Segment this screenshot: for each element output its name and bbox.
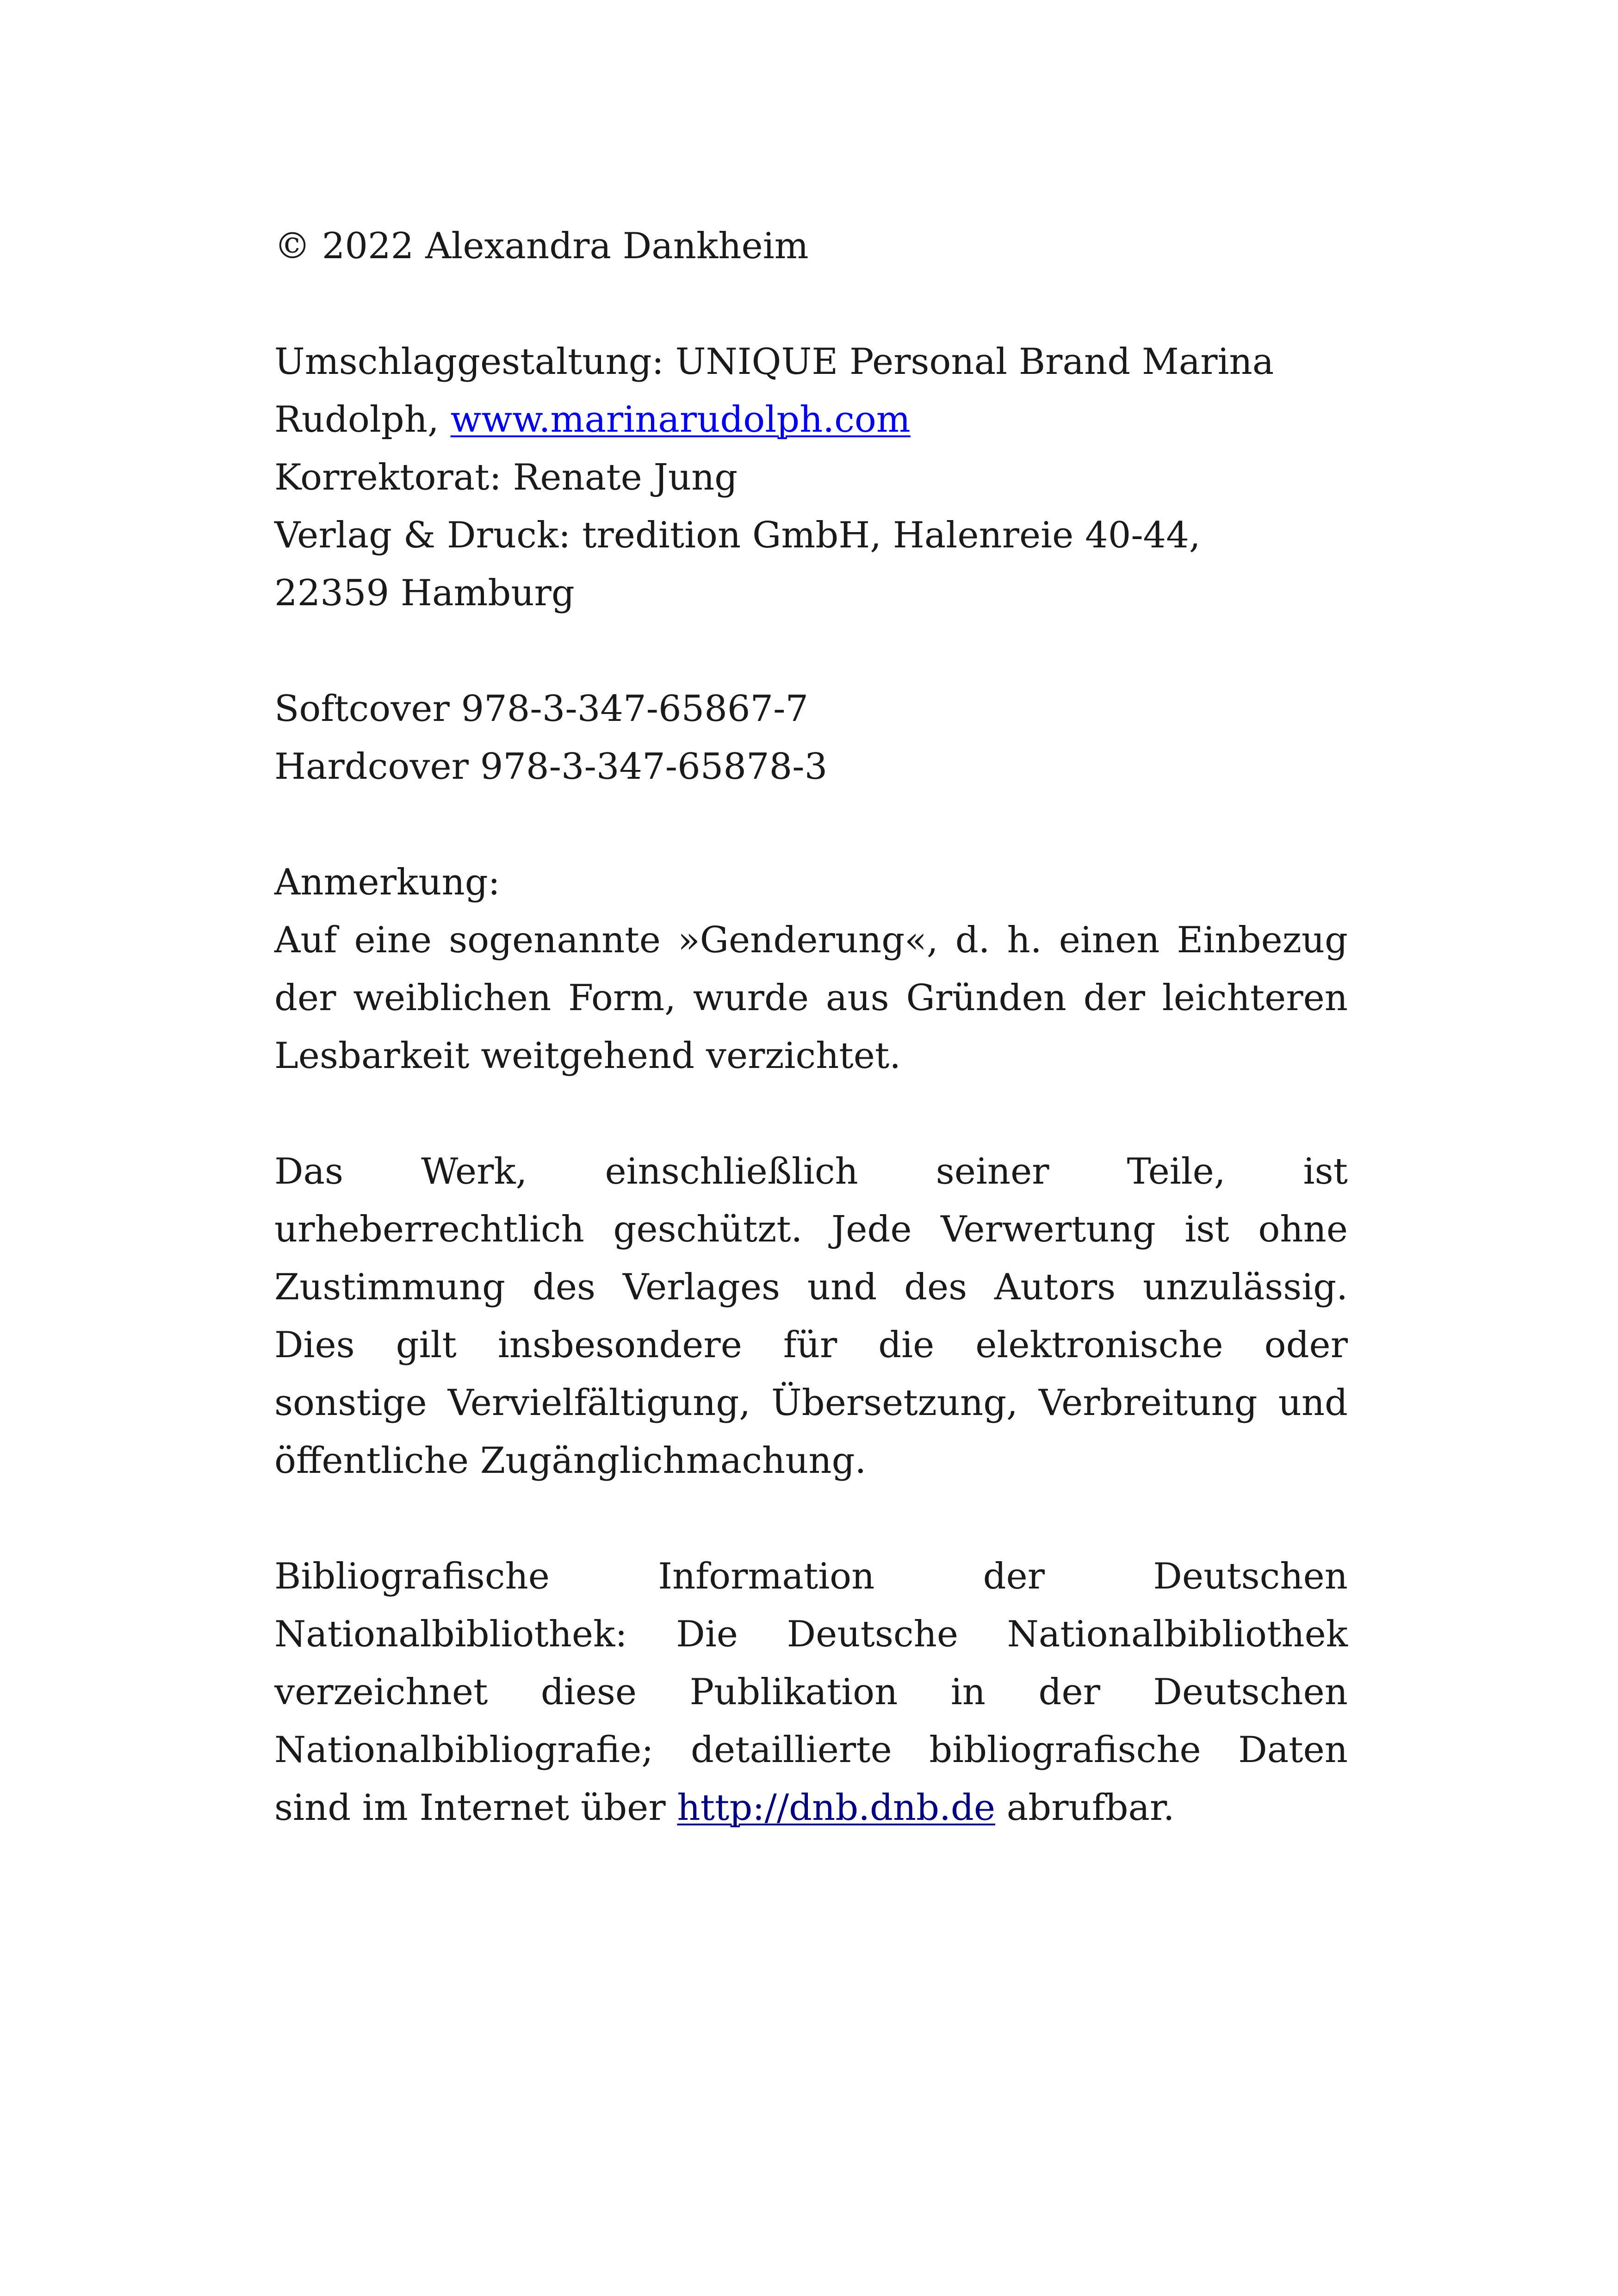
copyright-paragraph	[274, 217, 1348, 275]
bibliography-line: Nationalbibliografie; detaillierte bibliografische Daten	[274, 1729, 1348, 1771]
rights-line: sonstige Vervielfältigung, Übersetzung, Verbreitung und	[274, 1382, 1348, 1424]
note-line: Auf eine sogenannte »Genderung«, d. h. einen Einbezug	[274, 919, 1348, 961]
note-heading: Anmerkung:	[274, 862, 500, 903]
bibliography-line	[274, 1779, 1348, 1837]
bibliography-line: Bibliografische Information der Deutschen	[274, 1556, 1348, 1597]
publisher-line: Verlag & Druck: tredition GmbH, Halenreie 40-44,	[274, 515, 1201, 556]
rights-line: öffentliche Zugänglichmachung.	[274, 1440, 867, 1482]
dnb-link[interactable]: http://dnb.dnb.de	[677, 1787, 995, 1829]
rights-paragraph	[274, 1143, 1348, 1490]
copyright-line: © 2022 Alexandra Dankheim	[274, 225, 809, 267]
isbn-hardcover: Hardcover 978-3-347-65878-3	[274, 746, 828, 788]
note-line: Lesbarkeit weitgehend verzichtet.	[274, 1035, 901, 1077]
proofreading-line: Korrektorat: Renate Jung	[274, 457, 738, 498]
note-line: der weiblichen Form, wurde aus Gründen der leichteren	[274, 977, 1348, 1019]
bibliography-paragraph	[274, 1548, 1348, 1837]
imprint-content	[274, 217, 1348, 1837]
cover-designer-name: Rudolph,	[274, 399, 451, 441]
credits-paragraph	[274, 333, 1348, 622]
note-paragraph	[274, 854, 1348, 1085]
isbn-softcover: Softcover 978-3-347-65867-7	[274, 688, 809, 730]
rights-line: urheberrechtlich geschützt. Jede Verwertung ist ohne	[274, 1209, 1348, 1250]
cover-designer-link[interactable]: www.marinarudolph.com	[450, 399, 911, 441]
rights-line: Das Werk, einschließlich seiner Teile, ist	[274, 1151, 1348, 1192]
rights-line: Zustimmung des Verlages und des Autors unzulässig.	[274, 1266, 1348, 1308]
rights-line: Dies gilt insbesondere für die elektronische oder	[274, 1324, 1348, 1366]
cover-design-line-2	[274, 391, 1348, 449]
bibliography-text-after-link: abrufbar.	[995, 1787, 1175, 1829]
bibliography-text-before-link: sind im Internet über	[274, 1787, 677, 1829]
bibliography-line: verzeichnet diese Publikation in der Deutschen	[274, 1671, 1348, 1713]
bibliography-line: Nationalbibliothek: Die Deutsche Nationalbibliothek	[274, 1613, 1348, 1655]
cover-design-line: Umschlaggestaltung: UNIQUE Personal Brand Marina	[274, 341, 1274, 383]
isbn-paragraph	[274, 680, 1348, 796]
publisher-address-line: 22359 Hamburg	[274, 572, 575, 614]
